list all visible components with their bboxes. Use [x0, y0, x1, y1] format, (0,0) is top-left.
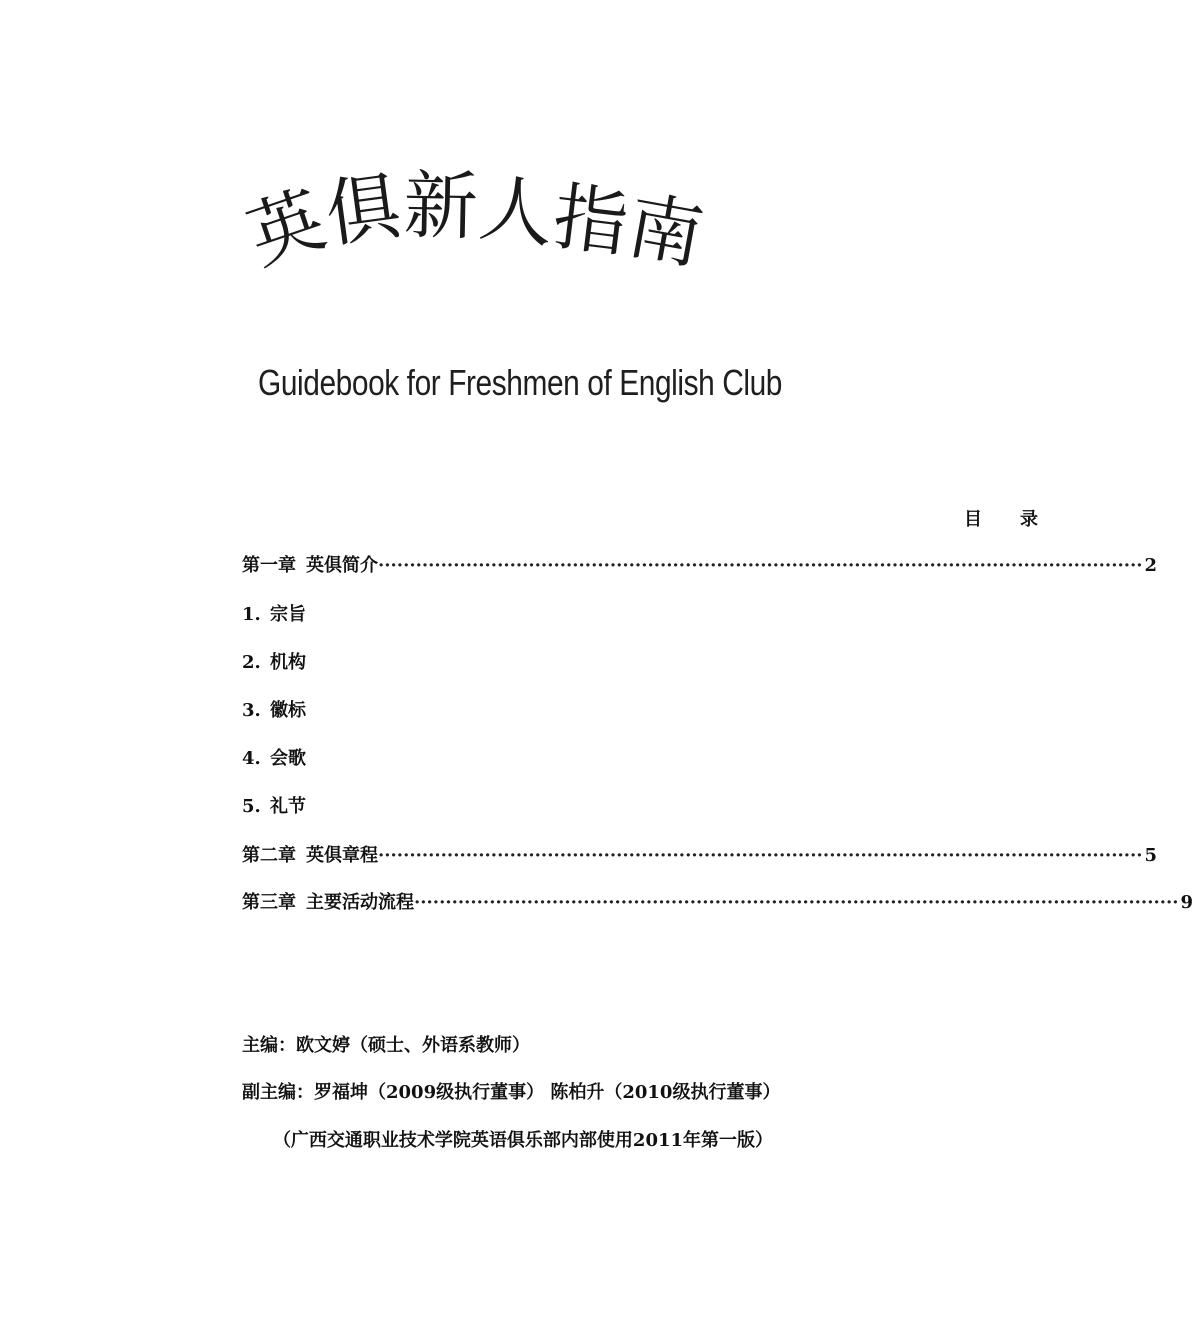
document-title-en: Guidebook for Freshmen of English Club [258, 362, 783, 403]
section-number: 3. [242, 700, 261, 721]
page-number: 9 [1180, 892, 1193, 913]
dot-leader: ·························································································································· [378, 845, 1143, 866]
chapter-label: 第二章 [242, 845, 296, 866]
page-number: 5 [1144, 845, 1158, 866]
chapter-title: 英俱简介 [306, 555, 378, 576]
section-title: 礼节 [270, 796, 306, 817]
section-title: 会歌 [270, 748, 306, 769]
toc-heading-char-2: 录 [1020, 509, 1038, 530]
deputy-editor-credit: 副主编：罗福坤（2009级执行董事） 陈柏升（2010级执行董事） [242, 1082, 781, 1103]
toc-section-3[interactable] [242, 696, 306, 722]
chapter-label: 第一章 [242, 555, 296, 576]
toc-chapter-2[interactable] [242, 841, 1158, 866]
toc-section-1[interactable] [242, 600, 306, 626]
document-title-cn [237, 162, 740, 290]
toc-section-2[interactable] [242, 648, 306, 674]
toc-section-5[interactable] [242, 792, 306, 818]
section-title: 机构 [270, 652, 306, 673]
editor-credit: 主编：欧文婷（硕士、外语系教师） [242, 1035, 530, 1056]
dot-leader: ·························································································································· [414, 892, 1179, 913]
toc-chapter-1[interactable] [242, 551, 1158, 576]
section-number: 1. [242, 604, 261, 625]
section-title: 宗旨 [270, 604, 306, 625]
edition-note-text: （广西交通职业技术学院英语俱乐部内部使用2011年第一版） [272, 1130, 774, 1151]
chapter-title: 主要活动流程 [306, 892, 414, 913]
title-cn-art [237, 162, 740, 290]
title-cn-text: 英俱新人指南 [237, 162, 710, 282]
section-number: 2. [242, 652, 261, 673]
toc-heading-char-1: 目 [964, 509, 982, 530]
dot-leader: ·························································································································· [378, 555, 1143, 576]
chapter-label: 第三章 [242, 892, 296, 913]
chapter-title: 英俱章程 [306, 845, 378, 866]
toc-section-4[interactable] [242, 744, 306, 770]
section-number: 4. [242, 748, 261, 769]
page-number: 2 [1144, 555, 1158, 576]
edition-note [0, 1126, 950, 1152]
toc-chapter-3[interactable] [242, 888, 1193, 913]
section-number: 5. [242, 796, 261, 817]
section-title: 徽标 [270, 700, 306, 721]
